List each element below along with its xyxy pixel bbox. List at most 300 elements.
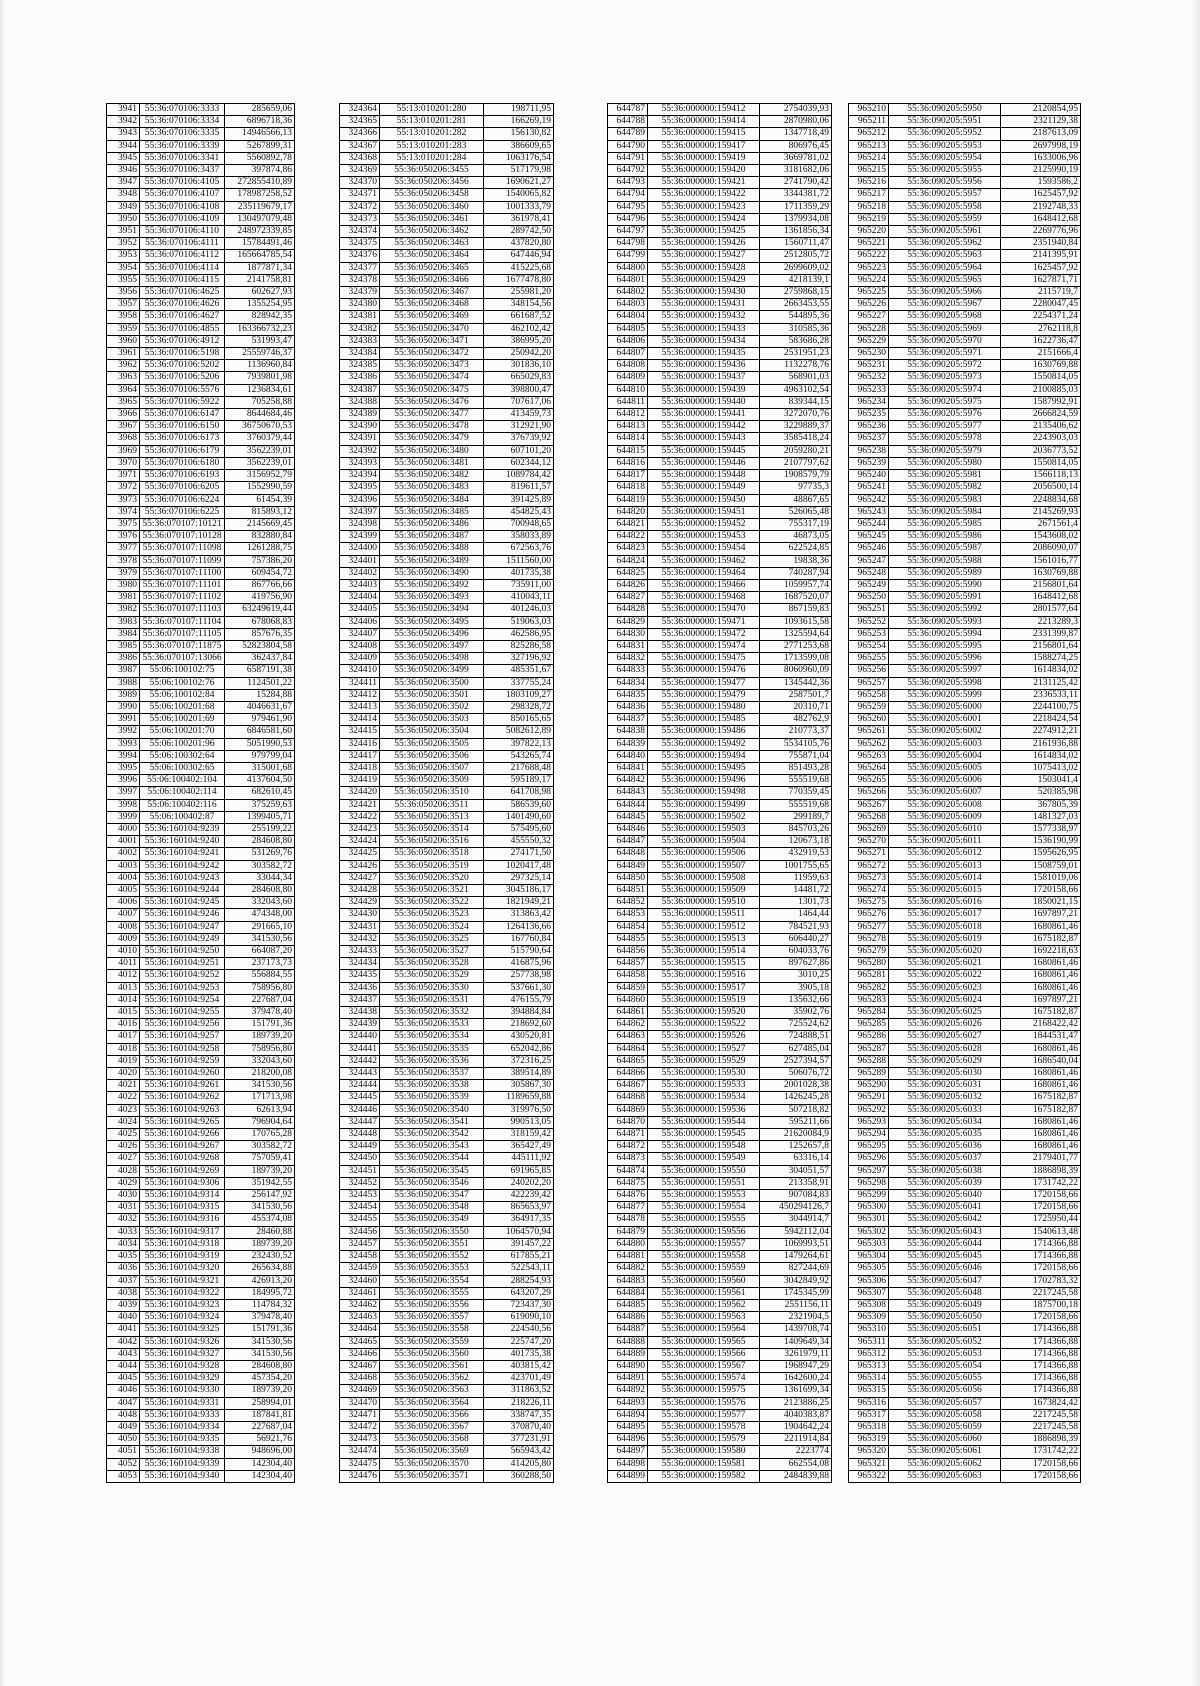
- row-number-cell: 4014: [107, 994, 140, 1006]
- cadastral-number-cell: 55:36:090205:6032: [889, 1092, 1001, 1104]
- cadastral-number-cell: 55:36:000000:159466: [648, 579, 760, 591]
- table-row: [340, 201, 554, 213]
- table-row: [340, 226, 554, 238]
- cadastral-number-cell: 55:36:160104:9320: [140, 1263, 225, 1275]
- row-number-cell: 324414: [340, 714, 380, 726]
- value-cell: 415225,68: [484, 262, 554, 274]
- cadastral-number-cell: 55:36:050206:3542: [380, 1129, 484, 1141]
- row-number-cell: 324368: [340, 152, 380, 164]
- value-cell: 360288,50: [484, 1470, 554, 1482]
- value-cell: 850165,65: [484, 714, 554, 726]
- row-number-cell: 324437: [340, 994, 380, 1006]
- table-row: [107, 665, 295, 677]
- table-row: [340, 433, 554, 445]
- value-cell: 806976,45: [760, 140, 832, 152]
- table-row: [107, 494, 295, 506]
- table-row: [340, 1348, 554, 1360]
- value-cell: 2145669,45: [225, 518, 295, 530]
- row-number-cell: 644866: [608, 1068, 648, 1080]
- table-row: [340, 1080, 554, 1092]
- row-number-cell: 644793: [608, 177, 648, 189]
- cadastral-number-cell: 55:36:050206:3501: [380, 689, 484, 701]
- table-row: [608, 543, 832, 555]
- table-row: [849, 1397, 1081, 1409]
- row-number-cell: 4024: [107, 1116, 140, 1128]
- row-number-cell: 965239: [849, 457, 889, 469]
- cadastral-number-cell: 55:36:050206:3532: [380, 1007, 484, 1019]
- value-cell: 403815,42: [484, 1360, 554, 1372]
- row-number-cell: 4004: [107, 872, 140, 884]
- cadastral-number-cell: 55:36:000000:159549: [648, 1153, 760, 1165]
- row-number-cell: 4003: [107, 860, 140, 872]
- row-number-cell: 4047: [107, 1397, 140, 1409]
- value-cell: 120673,18: [760, 836, 832, 848]
- value-cell: 2587501,7: [760, 689, 832, 701]
- row-number-cell: 965262: [849, 738, 889, 750]
- row-number-cell: 965293: [849, 1116, 889, 1128]
- cadastral-number-cell: 55:36:090205:6046: [889, 1263, 1001, 1275]
- value-cell: 595189,17: [484, 775, 554, 787]
- table-row: [107, 311, 295, 323]
- row-number-cell: 324446: [340, 1104, 380, 1116]
- row-number-cell: 324394: [340, 470, 380, 482]
- table-row: [340, 1458, 554, 1470]
- row-number-cell: 3983: [107, 616, 140, 628]
- cadastral-number-cell: 55:36:000000:159563: [648, 1312, 760, 1324]
- row-number-cell: 965313: [849, 1360, 889, 1372]
- table-row: [608, 958, 832, 970]
- value-cell: 1680861,46: [1001, 970, 1081, 982]
- cadastral-number-cell: 55:36:090205:6052: [889, 1336, 1001, 1348]
- value-cell: 1001755,65: [760, 860, 832, 872]
- table-row: [107, 506, 295, 518]
- row-number-cell: 4018: [107, 1043, 140, 1055]
- table-row: [107, 543, 295, 555]
- cadastral-number-cell: 55:36:090205:6034: [889, 1116, 1001, 1128]
- table-row: [340, 323, 554, 335]
- table-row: [107, 372, 295, 384]
- cadastral-number-cell: 55:36:000000:159429: [648, 274, 760, 286]
- table-row: [849, 299, 1081, 311]
- cadastral-number-cell: 55:36:160104:9257: [140, 1031, 225, 1043]
- row-number-cell: 965315: [849, 1385, 889, 1397]
- value-cell: 867159,83: [760, 604, 832, 616]
- table-row: [849, 384, 1081, 396]
- table-row: [107, 750, 295, 762]
- cadastral-number-cell: 55:06:100402:87: [140, 811, 225, 823]
- value-cell: 430520,81: [484, 1031, 554, 1043]
- value-cell: 740287,94: [760, 567, 832, 579]
- value-cell: 2870980,06: [760, 116, 832, 128]
- value-cell: 274171,50: [484, 848, 554, 860]
- cadastral-number-cell: 55:36:070107:11104: [140, 616, 225, 628]
- row-number-cell: 644887: [608, 1324, 648, 1336]
- table-row: [340, 299, 554, 311]
- cadastral-number-cell: 55:36:090205:5970: [889, 335, 1001, 347]
- cadastral-number-cell: 55:36:050206:3544: [380, 1153, 484, 1165]
- value-cell: 1361856,34: [760, 226, 832, 238]
- cadastral-number-cell: 55:36:090205:6020: [889, 946, 1001, 958]
- table-row: [340, 213, 554, 225]
- table-row: [107, 433, 295, 445]
- row-number-cell: 965316: [849, 1397, 889, 1409]
- cadastral-number-cell: 55:36:160104:9260: [140, 1068, 225, 1080]
- table-row: [107, 421, 295, 433]
- row-number-cell: 644824: [608, 555, 648, 567]
- value-cell: 445111,92: [484, 1153, 554, 1165]
- row-number-cell: 644862: [608, 1019, 648, 1031]
- row-number-cell: 324454: [340, 1202, 380, 1214]
- table-row: [340, 1251, 554, 1263]
- row-number-cell: 4043: [107, 1348, 140, 1360]
- row-number-cell: 965245: [849, 531, 889, 543]
- cadastral-number-cell: 55:36:090205:6055: [889, 1373, 1001, 1385]
- row-number-cell: 4011: [107, 958, 140, 970]
- table-row: [608, 1019, 832, 1031]
- value-cell: 897627,86: [760, 958, 832, 970]
- table-row: [340, 799, 554, 811]
- table-row: [849, 1299, 1081, 1311]
- row-number-cell: 965229: [849, 335, 889, 347]
- row-number-cell: 324453: [340, 1190, 380, 1202]
- row-number-cell: 644867: [608, 1080, 648, 1092]
- table-row: [608, 1336, 832, 1348]
- cadastral-number-cell: 55:36:050206:3558: [380, 1324, 484, 1336]
- cadastral-number-cell: 55:36:000000:159533: [648, 1080, 760, 1092]
- cadastral-number-cell: 55:36:090205:5984: [889, 506, 1001, 518]
- row-number-cell: 965277: [849, 921, 889, 933]
- row-number-cell: 324419: [340, 775, 380, 787]
- row-number-cell: 965221: [849, 238, 889, 250]
- value-cell: 619090,10: [484, 1312, 554, 1324]
- row-number-cell: 3948: [107, 189, 140, 201]
- row-number-cell: 324458: [340, 1251, 380, 1263]
- table-row: [849, 360, 1081, 372]
- table-row: [107, 128, 295, 140]
- value-cell: 1680861,46: [1001, 1080, 1081, 1092]
- value-cell: 2351940,84: [1001, 238, 1081, 250]
- cadastral-number-cell: 55:36:070106:3334: [140, 116, 225, 128]
- row-number-cell: 3949: [107, 201, 140, 213]
- cadastral-number-cell: 55:36:000000:159450: [648, 494, 760, 506]
- row-number-cell: 324393: [340, 457, 380, 469]
- cadastral-number-cell: 55:36:000000:159423: [648, 201, 760, 213]
- cadastral-number-cell: 55:36:070107:13066: [140, 653, 225, 665]
- cadastral-number-cell: 55:36:160104:9315: [140, 1202, 225, 1214]
- row-number-cell: 965265: [849, 775, 889, 787]
- cadastral-number-cell: 55:36:090205:6042: [889, 1214, 1001, 1226]
- table-row: [849, 665, 1081, 677]
- cadastral-number-cell: 55:36:050206:3570: [380, 1458, 484, 1470]
- value-cell: 2131125,42: [1001, 677, 1081, 689]
- value-cell: 151791,36: [225, 1019, 295, 1031]
- table-row: [849, 567, 1081, 579]
- value-cell: 1587992,91: [1001, 396, 1081, 408]
- value-cell: 394884,84: [484, 1007, 554, 1019]
- row-number-cell: 644828: [608, 604, 648, 616]
- cadastral-number-cell: 55:36:090205:5971: [889, 348, 1001, 360]
- table-row: [107, 1116, 295, 1128]
- table-row: [849, 250, 1081, 262]
- row-number-cell: 965319: [849, 1434, 889, 1446]
- value-cell: 2192748,33: [1001, 201, 1081, 213]
- value-cell: 2100885,03: [1001, 384, 1081, 396]
- row-number-cell: 965300: [849, 1202, 889, 1214]
- row-number-cell: 3988: [107, 677, 140, 689]
- cadastral-number-cell: 55:36:090205:5986: [889, 531, 1001, 543]
- cadastral-number-cell: 55:36:000000:159581: [648, 1458, 760, 1470]
- row-number-cell: 965223: [849, 262, 889, 274]
- value-cell: 386995,20: [484, 335, 554, 347]
- table-row: [107, 982, 295, 994]
- row-number-cell: 965285: [849, 1019, 889, 1031]
- cadastral-number-cell: 55:36:070107:11101: [140, 579, 225, 591]
- row-number-cell: 324412: [340, 689, 380, 701]
- row-number-cell: 644806: [608, 335, 648, 347]
- value-cell: 56921,76: [225, 1434, 295, 1446]
- value-cell: 519063,03: [484, 616, 554, 628]
- cadastral-number-cell: 55:36:050206:3536: [380, 1055, 484, 1067]
- table-row: [608, 897, 832, 909]
- value-cell: 1714366,88: [1001, 1324, 1081, 1336]
- table-row: [849, 1312, 1081, 1324]
- row-number-cell: 644892: [608, 1385, 648, 1397]
- table-row: [849, 860, 1081, 872]
- value-cell: 948696,00: [225, 1446, 295, 1458]
- cadastral-number-cell: 55:36:160104:9268: [140, 1153, 225, 1165]
- table-row: [340, 531, 554, 543]
- table-row: [107, 677, 295, 689]
- value-cell: 1511560,00: [484, 555, 554, 567]
- row-number-cell: 324420: [340, 787, 380, 799]
- table-row: [849, 433, 1081, 445]
- row-number-cell: 965212: [849, 128, 889, 140]
- value-cell: 672563,76: [484, 543, 554, 555]
- table-row: [107, 1019, 295, 1031]
- value-cell: 52823804,58: [225, 640, 295, 652]
- row-number-cell: 324470: [340, 1397, 380, 1409]
- table-row: [340, 860, 554, 872]
- cadastral-number-cell: 55:36:050206:3471: [380, 335, 484, 347]
- cadastral-number-cell: 55:36:050206:3507: [380, 762, 484, 774]
- value-cell: 865653,97: [484, 1202, 554, 1214]
- table-row: [608, 274, 832, 286]
- table-row: [340, 274, 554, 286]
- row-number-cell: 965289: [849, 1068, 889, 1080]
- cadastral-number-cell: 55:36:000000:159565: [648, 1336, 760, 1348]
- cadastral-number-cell: 55:36:090205:5951: [889, 116, 1001, 128]
- table-row: [849, 738, 1081, 750]
- table-row: [340, 628, 554, 640]
- row-number-cell: 4022: [107, 1092, 140, 1104]
- row-number-cell: 324416: [340, 738, 380, 750]
- value-cell: 311863,52: [484, 1385, 554, 1397]
- value-cell: 2697998,19: [1001, 140, 1081, 152]
- cadastral-number-cell: 55:36:050206:3478: [380, 421, 484, 433]
- cadastral-number-cell: 55:36:000000:159515: [648, 958, 760, 970]
- table-row: [340, 811, 554, 823]
- row-number-cell: 965247: [849, 555, 889, 567]
- value-cell: 375259,63: [225, 799, 295, 811]
- value-cell: 2120854,95: [1001, 104, 1081, 116]
- cadastral-number-cell: 55:36:050206:3531: [380, 994, 484, 1006]
- cadastral-number-cell: 55:36:160104:9244: [140, 885, 225, 897]
- row-number-cell: 965273: [849, 872, 889, 884]
- table-row: [849, 1263, 1081, 1275]
- cadastral-number-cell: 55:36:000000:159520: [648, 1007, 760, 1019]
- value-cell: 1189659,88: [484, 1092, 554, 1104]
- value-cell: 298328,72: [484, 701, 554, 713]
- table-row: [340, 1165, 554, 1177]
- cadastral-number-cell: 55:36:090205:5989: [889, 567, 1001, 579]
- value-cell: 289742,50: [484, 226, 554, 238]
- row-number-cell: 965230: [849, 348, 889, 360]
- table-row: [340, 836, 554, 848]
- cadastral-number-cell: 55:36:050206:3492: [380, 579, 484, 591]
- table-row: [608, 787, 832, 799]
- table-row: [107, 604, 295, 616]
- row-number-cell: 644820: [608, 506, 648, 518]
- value-cell: 517179,98: [484, 165, 554, 177]
- table-row: [107, 116, 295, 128]
- table-row: [849, 1385, 1081, 1397]
- row-number-cell: 3962: [107, 360, 140, 372]
- row-number-cell: 324444: [340, 1080, 380, 1092]
- value-cell: 303582,72: [225, 1141, 295, 1153]
- table-row: [849, 1348, 1081, 1360]
- cadastral-number-cell: 55:36:000000:159427: [648, 250, 760, 262]
- row-number-cell: 644883: [608, 1275, 648, 1287]
- value-cell: 4963102,54: [760, 384, 832, 396]
- value-cell: 1714366,88: [1001, 1336, 1081, 1348]
- row-number-cell: 3975: [107, 518, 140, 530]
- value-cell: 3010,25: [760, 970, 832, 982]
- cadastral-number-cell: 55:36:160104:9326: [140, 1336, 225, 1348]
- row-number-cell: 644811: [608, 396, 648, 408]
- row-number-cell: 324421: [340, 799, 380, 811]
- cadastral-number-cell: 55:36:070106:3341: [140, 152, 225, 164]
- table-row: [608, 811, 832, 823]
- cadastral-number-cell: 55:36:000000:159492: [648, 738, 760, 750]
- value-cell: 705258,88: [225, 396, 295, 408]
- value-cell: 7939801,98: [225, 372, 295, 384]
- row-number-cell: 3982: [107, 604, 140, 616]
- table-row: [340, 592, 554, 604]
- value-cell: 432919,53: [760, 848, 832, 860]
- table-row: [849, 653, 1081, 665]
- cadastral-number-cell: 55:36:070106:6150: [140, 421, 225, 433]
- cadastral-number-cell: 55:36:160104:9258: [140, 1043, 225, 1055]
- cadastral-number-cell: 55:36:000000:159513: [648, 933, 760, 945]
- row-number-cell: 644796: [608, 213, 648, 225]
- cadastral-number-cell: 55:36:000000:159530: [648, 1068, 760, 1080]
- table-row: [107, 946, 295, 958]
- table-row: [849, 714, 1081, 726]
- table-row: [849, 1458, 1081, 1470]
- cadastral-number-cell: 55:36:090205:6043: [889, 1226, 1001, 1238]
- cadastral-number-cell: 55:36:000000:159454: [648, 543, 760, 555]
- value-cell: 416875,96: [484, 958, 554, 970]
- row-number-cell: 965233: [849, 384, 889, 396]
- cadastral-number-cell: 55:36:050206:3462: [380, 226, 484, 238]
- cadastral-number-cell: 55:36:090205:5999: [889, 689, 1001, 701]
- row-number-cell: 324430: [340, 909, 380, 921]
- row-number-cell: 965271: [849, 848, 889, 860]
- value-cell: 1064570,94: [484, 1226, 554, 1238]
- table-row: [608, 909, 832, 921]
- row-number-cell: 644808: [608, 360, 648, 372]
- cadastral-number-cell: 55:36:050206:3484: [380, 494, 484, 506]
- cadastral-number-cell: 55:36:070106:4112: [140, 250, 225, 262]
- table-row: [608, 1397, 832, 1409]
- value-cell: 506076,72: [760, 1068, 832, 1080]
- cadastral-number-cell: 55:36:160104:9240: [140, 836, 225, 848]
- cadastral-number-cell: 55:36:090205:6059: [889, 1421, 1001, 1433]
- cadastral-number-cell: 55:36:000000:159494: [648, 750, 760, 762]
- table-row: [340, 775, 554, 787]
- cadastral-number-cell: 55:36:160104:9269: [140, 1165, 225, 1177]
- table-row: [608, 323, 832, 335]
- cadastral-number-cell: 55:36:000000:159432: [648, 311, 760, 323]
- cadastral-number-cell: 55:36:050206:3566: [380, 1409, 484, 1421]
- table-row: [849, 836, 1081, 848]
- cadastral-number-cell: 55:36:090205:6004: [889, 750, 1001, 762]
- row-number-cell: 644818: [608, 482, 648, 494]
- table-row: [340, 384, 554, 396]
- cadastral-number-cell: 55:36:090205:6049: [889, 1299, 1001, 1311]
- value-cell: 1692218,63: [1001, 946, 1081, 958]
- table-row: [849, 311, 1081, 323]
- row-number-cell: 4016: [107, 1019, 140, 1031]
- table-row: [608, 1226, 832, 1238]
- cadastral-number-cell: 55:36:160104:9314: [140, 1190, 225, 1202]
- value-cell: 142304,40: [225, 1470, 295, 1482]
- table-row: [608, 677, 832, 689]
- value-cell: 315001,68: [225, 762, 295, 774]
- cadastral-number-cell: 55:36:090205:5956: [889, 177, 1001, 189]
- value-cell: 1301,73: [760, 897, 832, 909]
- value-cell: 1261288,75: [225, 543, 295, 555]
- table-row: [340, 1007, 554, 1019]
- cadastral-number-cell: 55:36:050206:3537: [380, 1068, 484, 1080]
- row-number-cell: 324415: [340, 726, 380, 738]
- value-cell: 665029,83: [484, 372, 554, 384]
- cadastral-number-cell: 55:36:090205:6063: [889, 1470, 1001, 1482]
- table-row: [608, 1141, 832, 1153]
- row-number-cell: 644873: [608, 1153, 648, 1165]
- value-cell: 391425,89: [484, 494, 554, 506]
- table-row: [107, 482, 295, 494]
- table-row: [340, 360, 554, 372]
- table-row: [340, 506, 554, 518]
- value-cell: 1714366,88: [1001, 1373, 1081, 1385]
- cadastral-number-cell: 55:36:160104:9323: [140, 1299, 225, 1311]
- table-row: [608, 494, 832, 506]
- table-row: [340, 409, 554, 421]
- value-cell: 2666824,59: [1001, 409, 1081, 421]
- cadastral-number-cell: 55:36:090205:6024: [889, 994, 1001, 1006]
- table-row: [849, 518, 1081, 530]
- row-number-cell: 965291: [849, 1092, 889, 1104]
- value-cell: 462102,42: [484, 323, 554, 335]
- value-cell: 1675182,87: [1001, 933, 1081, 945]
- value-cell: 218200,08: [225, 1068, 295, 1080]
- table-row: [107, 762, 295, 774]
- value-cell: 398800,47: [484, 384, 554, 396]
- cadastral-number-cell: 55:36:000000:159534: [648, 1092, 760, 1104]
- table-row: [107, 1104, 295, 1116]
- row-number-cell: 324432: [340, 933, 380, 945]
